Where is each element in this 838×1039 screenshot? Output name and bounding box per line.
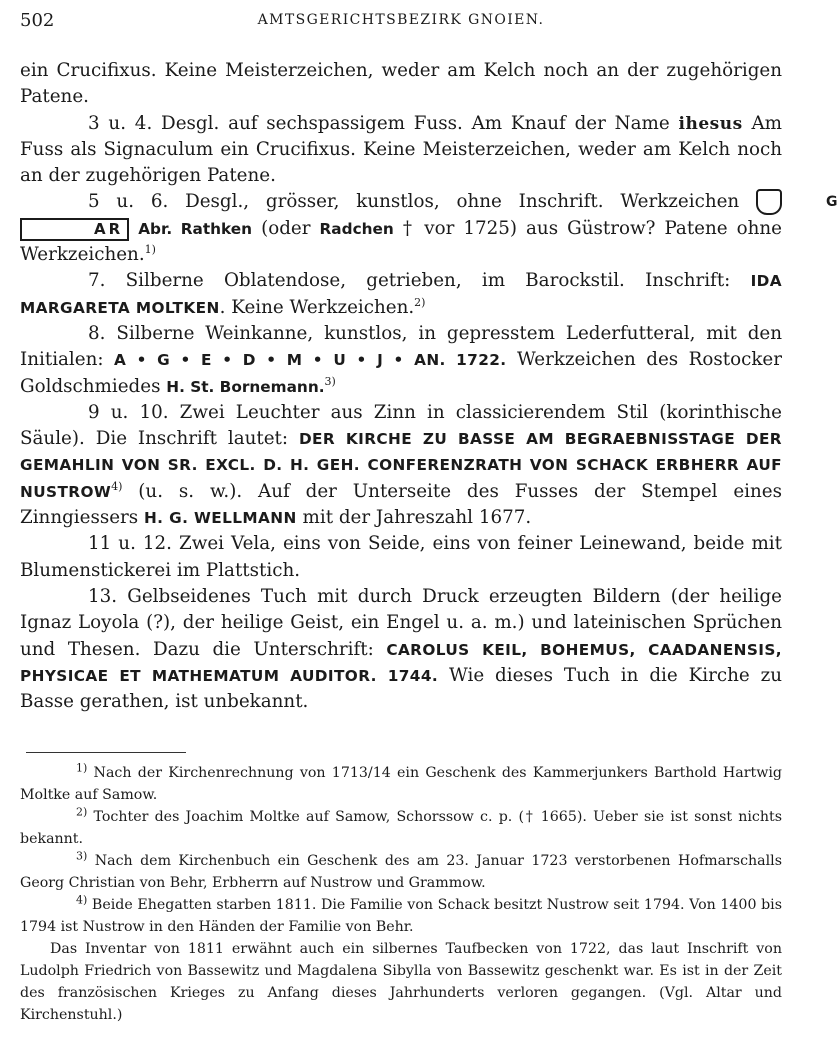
page-number: 502: [20, 10, 55, 31]
goldsmith-name: Abr. Rathken: [138, 219, 253, 238]
paragraph-item-5-6: 5 u. 6. Desgl., grösser, kunstlos, ohne Inschrift. Werkzeichen G AR Abr. Rathken (oder Radchen † vor 1725) aus Güstrow? Patene ohne Werkzeichen.$^{1)}$: [20, 191, 838, 266]
paragraph-item-13: 13. Gelbseidenes Tuch mit durch Druck erzeugten Bildern (der heilige Ignaz Loyola (?), der heilige Geist, ein Engel u. a. m.) und lateinischen Sprüchen und Thesen. Dazu die Unterschrift: CAROLUS KEIL, BOHEMUS, CAADANENSIS, PHYSICAE ET MATHEMATUM AUDITOR. 1744. Wie dieses Tuch in die Kirche zu Basse gerathen, ist unbekannt.: [20, 585, 783, 713]
pewterer-name: H. G. WELLMANN: [143, 509, 297, 528]
footnote: $^{1)}$ Nach der Kirchenrechnung von 1713/14 ein Geschenk des Kammerjunkers Barthold Hartwig Moltke auf Samow.: [20, 761, 782, 803]
footnotes: [20, 762, 782, 1026]
footnote: $^{3)}$ Nach dem Kirchenbuch ein Geschenk des am 23. Januar 1723 verstorbenen Hofmarschalls Georg Christian von Behr, Erbherrn auf Nustrow und Grammow.: [20, 849, 782, 891]
body-text: [20, 58, 838, 715]
page-header: [20, 10, 782, 36]
goldsmith-alt-name: Radchen: [319, 219, 394, 238]
maker-mark-g-shield: G: [756, 189, 782, 215]
paragraph-item-3-4: 3 u. 4. Desgl. auf sechspassigem Fuss. Am Knauf der Name ihesus Am Fuss als Signaculum ein Crucifixus. Keine Meisterzeichen, weder am Kelch noch an der zugehörigen Patene.: [20, 112, 782, 187]
running-title: AMTSGERICHTSBEZIRK GNOIEN.: [257, 12, 545, 28]
paragraph-item-11-12: 11 u. 12. Zwei Vela, eins von Seide, eins von feiner Leinewand, beide mit Blumenstickerei im Plattstich.: [20, 533, 782, 581]
paragraph-item-8: 8. Silberne Weinkanne, kunstlos, in gepresstem Lederfutteral, mit den Initialen: A • G • E • D • M • U • J • AN. 1722. Werkzeichen des Rostocker Goldschmiedes H. St. Bornemann.$^{3)}$: [20, 322, 782, 397]
footnote-ref-2[interactable]: 2): [414, 295, 426, 309]
paragraph-1: ein Crucifixus. Keine Meisterzeichen, weder am Kelch noch an der zugehörigen Patene.: [20, 60, 782, 108]
blackletter-name: ihesus: [678, 113, 743, 134]
footnote-ref-1[interactable]: 1): [144, 242, 156, 256]
footnote-ref-3[interactable]: 3): [324, 374, 336, 388]
inscription: IDA MARGARETA MOLTKEN: [20, 272, 782, 317]
footnote-continuation: Das Inventar von 1811 erwähnt auch ein silbernes Taufbecken von 1722, das laut Inschrift von Ludolph Friedrich von Bassewitz und Magdalena Sibylla von Bassewitz geschenkt war. Es ist in der Zeit des französischen Krieges zu Anfang dieses Jahrhunderts verloren gegangen. (Vgl. Altar und Kirchenstuhl.): [20, 941, 782, 1023]
footnote: $^{2)}$ Tochter des Joachim Moltke auf Samow, Schorssow c. p. († 1665). Ueber sie ist sonst nichts bekannt.: [20, 805, 782, 847]
maker-mark-ar-box: AR: [20, 218, 129, 241]
document-page: [20, 10, 838, 1023]
paragraph-item-9-10: 9 u. 10. Zwei Leuchter aus Zinn in classicierendem Stil (korinthische Säule). Die Inschrift lautet: DER KIRCHE ZU BASSE AM BEGRAEBNISSTAGE DER GEMAHLIN VON SR. EXCL. D. H. GEH. CONFERENZRATH VON SCHACK ERBHERR AUF NUSTROW$^{4)}$ (u. s. w.). Auf der Unterseite des Fusses der Stempel eines Zinngiessers H. G. WELLMANN mit der Jahreszahl 1677.: [20, 401, 782, 529]
footnote-ref-4[interactable]: 4): [111, 479, 123, 493]
paragraph-item-7: 7. Silberne Oblatendose, getrieben, im Barockstil. Inschrift: IDA MARGARETA MOLTKEN. Keine Werkzeichen.$^{2)}$: [20, 270, 782, 318]
inscription: DER KIRCHE ZU BASSE AM BEGRAEBNISSTAGE DER GEMAHLIN VON SR. EXCL. D. H. GEH. CONFERENZRATH VON SCHACK ERBHERR AUF NUSTROW: [20, 430, 782, 501]
inscription: CAROLUS KEIL, BOHEMUS, CAADANENSIS, PHYSICAE ET MATHEMATUM AUDITOR. 1744.: [20, 640, 783, 685]
footnote-divider: [26, 752, 186, 753]
goldsmith-name: H. St. Bornemann.: [166, 377, 325, 396]
initials-inscription: A • G • E • D • M • U • J • AN. 1722.: [114, 351, 507, 370]
footnote: $^{4)}$ Beide Ehegatten starben 1811. Die Familie von Schack besitzt Nustrow seit 1794. Von 1400 bis 1794 ist Nustrow in den Händen der Familie von Behr.: [20, 893, 782, 935]
